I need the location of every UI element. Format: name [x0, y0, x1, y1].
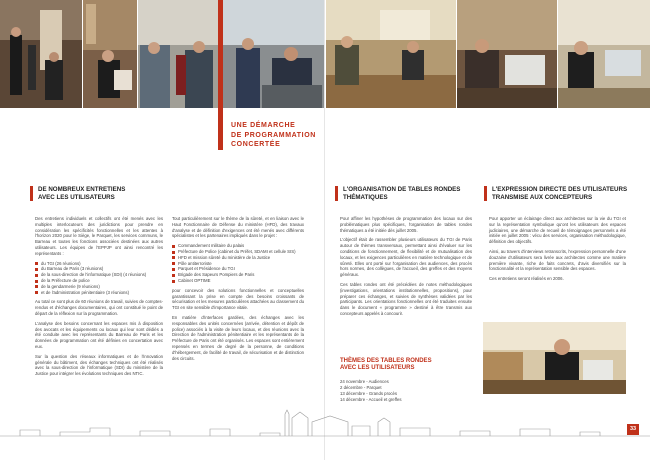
col2-list-item: Cabinet OPTIME [172, 278, 304, 284]
column-3-text [340, 216, 472, 321]
col2-list-item: Commandement militaire du palais [172, 243, 304, 249]
col1-list [35, 261, 163, 296]
photo-waiting-woman [83, 0, 137, 108]
theme-item: 24 novembre - Audiences [340, 379, 389, 384]
col1-list-item: et de l'administration pénitentiaire (3 réunions) [35, 290, 163, 296]
page-fold [324, 0, 325, 460]
theme-item: 14 décembre - Accueil et greffes [340, 397, 402, 402]
theme-item: 13 décembre - Grands procès [340, 391, 398, 396]
themes-heading [340, 358, 432, 373]
col2-list [172, 243, 304, 284]
col2-list-item: Brigade des Sapeurs Pompiers de Paris [172, 272, 304, 278]
col3-paragraph: Ces tables rondes ont été précédées de notes méthodologiques (investigations, orientations institutionnelles, propositions), pour préparer ces échanges, et suivies de synthèses validées par les participants. Les orientations fonctionnelles ont été traduites ensuite dans le document « programme » destiné à être transmis aux concepteurs appelés à concourir. [340, 281, 472, 316]
page-number: 33 [627, 424, 639, 435]
section-title [231, 121, 351, 150]
col4-paragraph: Ainsi, au travers d'interviews retranscrits, l'expression personnelle d'une douzaine d'utilisateurs sera livrée aux architectes comme une matière première vivante, riche de faits concrets, d'avis diversifiés sur la fonctionnalité et la représentation sensible des espaces. [489, 248, 626, 272]
heading-tables-rondes-line-2: THÉMATIQUES [343, 193, 388, 201]
heading-entretiens-line-1: DE NOMBREUX ENTRETIENS [38, 186, 126, 193]
section-title-line-3: CONCERTÉE [231, 141, 281, 148]
col4-paragraph: Pour apporter un éclairage direct aux architectes sur la vie du TGI et sur la représentation symbolique qu'ont les utilisateurs des espaces judiciaires, une démarche de recueil de témoignages personnels a été initiée en juillet 2005 : vécu des services, organisation méthodologique, définition des objectifs. [489, 216, 626, 245]
photo-office-clerk [457, 0, 557, 108]
themes-list [340, 379, 402, 403]
photo-judge-office [483, 322, 626, 394]
col1-list-item: de la gendarmerie (9 réunions) [35, 284, 163, 290]
col1-list-item: de la Préfecture de police [35, 278, 163, 284]
col1-list-item: du Barreau de Paris (3 réunions) [35, 266, 163, 272]
heading-expression-directe [484, 186, 627, 201]
skyline-illustration [0, 402, 650, 442]
col3-paragraph: L'objectif était de rassembler plusieurs utilisateurs du TGI de Paris autour de thèmes transversaux, permettant ainsi d'évaluer sur les conditions de fonctionnement, de flexibilité et de mutualisation des locaux, et les exigences particulières en matière technologique et de sûreté. Elles ont porté sur l'organisation des audiences, des procès hors normes, des collègues, de l'accueil, des greffes et des moyens généraux. [340, 237, 472, 278]
column-4-text [489, 216, 626, 286]
col2-list-item: Pôle antiterroriste [172, 261, 304, 267]
col2-list-item: Préfecture de Police (cabinet du Préfet, SDAMI et cellule SIS) [172, 249, 304, 255]
col1-paragraph: L'analyse des besoins concernant les espaces mis à disposition des avocats et les équipements ou locaux qui leur sont dédiés a été conduite avec les représentants du Barreau de Paris et les données de programmation ont été définies en concertation avec eux. [35, 320, 163, 349]
column-1-text [35, 216, 163, 381]
heading-expression-directe-line-1: L'EXPRESSION DIRECTE DES UTILISATEURS [492, 186, 628, 193]
col2-list-item: Parquet et Présidence du TGI [172, 266, 304, 272]
col1-list-item: de la sous-direction de l'informatique (SDI) (4 réunions) [35, 272, 163, 278]
col2-paragraph: pour concevoir des solutions fonctionnelles et conceptuelles garantissant la prise en compte des besoins croissants de sécurisation et les mesures particulières attachées au classement du TGI en site sensible d'importance vitale. [172, 287, 304, 311]
section-title-line-1: UNE DÉMARCHE [231, 122, 296, 129]
col4-paragraph: Ces entretiens seront réalisés en 2006. [489, 276, 564, 282]
col3-paragraph: Pour affiner les hypothèses de programmation des locaux sur des problématiques plus spécifiques, l'organisation de tables rondes thématiques a été initiée dès juillet 2005. [340, 216, 472, 233]
photo-reception-desk [326, 0, 456, 108]
col1-list-item: du TGI (26 réunions) [35, 261, 163, 267]
accent-bar [218, 0, 223, 150]
heading-expression-directe-line-2: TRANSMISE AUX CONCEPTEURS [492, 193, 593, 201]
photo-security-hall [223, 0, 325, 108]
photo-hallway-lawyers [0, 0, 82, 108]
heading-tables-rondes [335, 186, 460, 201]
col2-paragraph: Tout particulièrement sur le thème de la sûreté, et en liaison avec le Haut Fonctionnaire de Défense du ministère (HFD), des travaux d'analyse et de définition d'exigences ont été menés avec différents spécialistes et les partenaires impliqués dans le projet : [172, 216, 304, 239]
photo-computer-desk [558, 0, 650, 108]
theme-item: 2 décembre - Parquet [340, 385, 382, 390]
col1-paragraph: Au total ce sont plus de 60 réunions de travail, suivies de comptes-rendus et d'échanges documentaires, qui ont constitué le point de départ de la réflexion sur la programmation. [35, 299, 163, 316]
col1-paragraph: Des entretiens individuels et collectifs ont été menés avec les multiples interlocuteurs des juridictions pour prendre en considération les spécificités fonctionnelles et les attentes à l'horizon 2020 pour le Siège, le Parquet, les services communs, le Barreau et toutes les fonctions associées destinées aux autres utilisateurs. Les équipes de l'EPPJP ont ainsi rencontré les représentants : [35, 216, 163, 256]
photo-strip [0, 0, 650, 108]
heading-tables-rondes-line-1: L'ORGANISATION DE TABLES RONDES [343, 186, 461, 193]
themes-heading-line-2: AVEC LES UTILISATEURS [340, 365, 415, 372]
themes-heading-line-1: THÈMES DES TABLES RONDES [340, 358, 432, 364]
col2-list-item: HFD et mission sûreté du ministère de la Justice [172, 255, 304, 261]
column-2-text [172, 216, 304, 365]
photo-police-officers [138, 0, 218, 108]
heading-entretiens [30, 186, 125, 201]
col2-paragraph: En matière d'interfaces gardées, des échanges avec les responsables des unités concernées (arrivée, détention et dépôt de police) associés à la visite de leurs locaux, et des réunions avec la Direction de l'administration pénitentiaire et les représentants de la Préfecture de Paris ont été organisés. Les espaces sont entièrement repensés en termes de degré de la personne, de conditions d'hébergement, de facilité de travail, de sécurisation et de distinction des circuits. [172, 314, 304, 361]
col1-paragraph: Sur la question des réseaux informatiques et de l'innovation générale du bâtiment, des échanges techniques ont été réalisés avec la sous-direction de l'informatique (SDI) du ministère de la Justice pour intégrer les évolutions techniques des NTIC. [35, 353, 163, 377]
heading-entretiens-line-2: AVEC LES UTILISATEURS [38, 193, 115, 201]
section-title-line-2: DE PROGRAMMATION [231, 131, 316, 139]
